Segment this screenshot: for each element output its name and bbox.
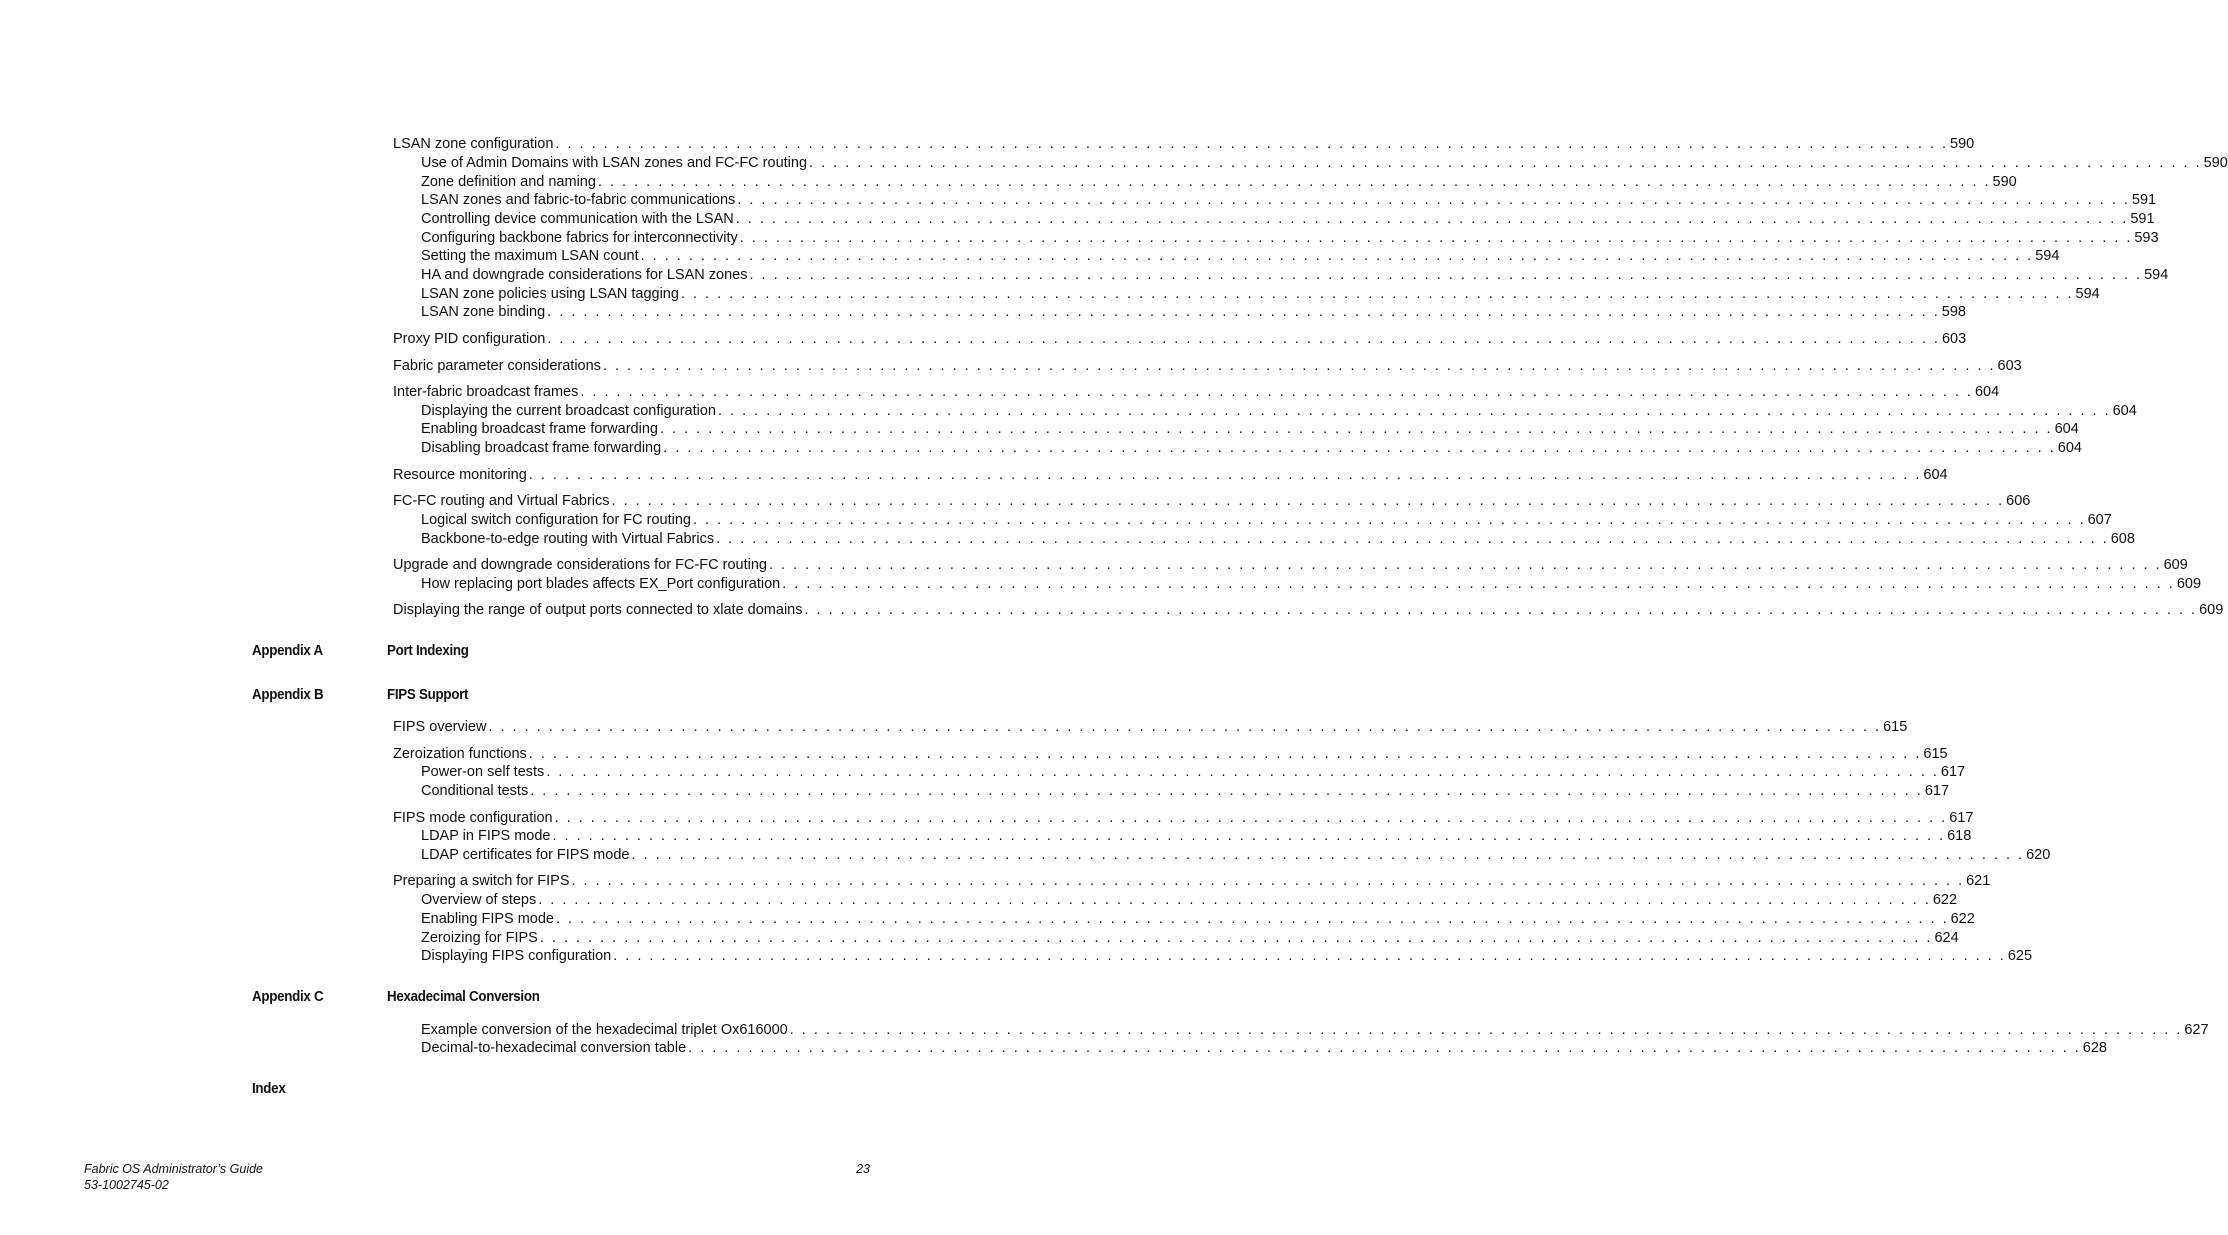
toc-entry[interactable] [393,872,1991,890]
toc-entry-title: FC-FC routing and Virtual Fabrics [393,493,610,509]
toc-entry[interactable] [393,135,1975,153]
toc-entry-title: How replacing port blades affects EX_Port configuration [421,576,781,592]
toc-entry-page: 624 [1934,930,1959,946]
toc-entry-page: 603 [1997,358,2022,374]
toc-entry-page: 591 [2130,211,2155,227]
toc-entry[interactable] [421,891,1958,909]
toc-entry-title: Power-on self tests [421,764,545,780]
toc-entry-title: Use of Admin Domains with LSAN zones and FC-FC routing [421,155,808,171]
dot-leader: . . . . . . . . . . . . . . . . . . . . . . . . . . . . . . . . . . . . . . . . . . . . . . . . . . . . . . . . . . . . . . . . . . . . . . . . . . . . . . . . . . . . . . . . . . . . . . . . . . . . . . . . . . . . . . . . . . . . [782,576,2175,592]
dot-leader: . . . . . . . . . . . . . . . . . . . . . . . . . . . . . . . . . . . . . . . . . . . . . . . . . . . . . . . . . . . . . . . . . . . . . . . . . . . . . . . . . . . . . . . . . . . . . . . . . . . . . . . . . . . . . . . . . . . . [538,892,1931,908]
toc-entry[interactable] [421,763,1966,781]
toc-entry-title: LDAP certificates for FIPS mode [421,847,630,863]
dot-leader: . . . . . . . . . . . . . . . . . . . . . . . . . . . . . . . . . . . . . . . . . . . . . . . . . . . . . . . . . . . . . . . . . . . . . . . . . . . . . . . . . . . . . . . . . . . . . . . . . . . . . . . . . . . . . . . . . . . . [547,331,1940,347]
toc-entry-title: Displaying the range of output ports connected to xlate domains [393,602,803,618]
toc-entry-title: Zeroizing for FIPS [421,930,538,946]
dot-leader: . . . . . . . . . . . . . . . . . . . . . . . . . . . . . . . . . . . . . . . . . . . . . . . . . . . . . . . . . . . . . . . . . . . . . . . . . . . . . . . . . . . . . . . . . . . . . . . . . . . . . . . . . . . . . . . . . . . . [547,304,1940,320]
toc-entry-title: FIPS overview [393,719,487,735]
toc-entry[interactable] [421,266,2169,284]
toc-entry[interactable] [421,402,2137,420]
toc-entry-title: Enabling FIPS mode [421,911,554,927]
toc-entry-title: LDAP in FIPS mode [421,828,551,844]
toc-entry-title: Backbone-to-edge routing with Virtual Fabrics [421,531,715,547]
toc-entry-title: Logical switch configuration for FC routing [421,512,691,528]
toc-entry[interactable] [393,745,1948,763]
toc-entry[interactable] [421,420,2079,438]
toc-entry[interactable] [421,910,1975,928]
toc-entry-page: 607 [2087,512,2112,528]
toc-entry-page: 604 [2054,421,2079,437]
toc-entry-page: 628 [2082,1040,2107,1056]
dot-leader: . . . . . . . . . . . . . . . . . . . . . . . . . . . . . . . . . . . . . . . . . . . . . . . . . . . . . . . . . . . . . . . . . . . . . . . . . . . . . . . . . . . . . . . . . . . . . . . . . . . . . . . . . . . . . . . . . . . . [554,810,1948,826]
dot-leader: . . . . . . . . . . . . . . . . . . . . . . . . . . . . . . . . . . . . . . . . . . . . . . . . . . . . . . . . . . . . . . . . . . . . . . . . . . . . . . . . . . . . . . . . . . . . . . . . . . . . . . . . . . . . . . . . . . . . [809,155,2202,171]
dot-leader: . . . . . . . . . . . . . . . . . . . . . . . . . . . . . . . . . . . . . . . . . . . . . . . . . . . . . . . . . . . . . . . . . . . . . . . . . . . . . . . . . . . . . . . . . . . . . . . . . . . . . . . . . . . . . . . . . . . . [613,948,2006,964]
toc-entry[interactable] [421,285,2100,303]
dot-leader: . . . . . . . . . . . . . . . . . . . . . . . . . . . . . . . . . . . . . . . . . . . . . . . . . . . . . . . . . . . . . . . . . . . . . . . . . . . . . . . . . . . . . . . . . . . . . . . . . . . . . . . . . . . . . . . . . . . . [597,174,1991,190]
toc-entry-title: HA and downgrade considerations for LSAN zones [421,267,748,283]
toc-entry[interactable] [393,357,2022,375]
toc-entry[interactable] [393,556,2188,574]
toc-entry-title: Resource monitoring [393,467,527,483]
toc-entry-title: Proxy PID configuration [393,331,546,347]
dot-leader: . . . . . . . . . . . . . . . . . . . . . . . . . . . . . . . . . . . . . . . . . . . . . . . . . . . . . . . . . . . . . . . . . . . . . . . . . . . . . . . . . . . . . . . . . . . . . . . . . . . . . . . . . . . . . . . . . . . . [611,493,2005,509]
toc-entry-page: 622 [1950,911,1975,927]
footer-doc-number: 53-1002745-02 [84,1178,169,1192]
dot-leader: . . . . . . . . . . . . . . . . . . . . . . . . . . . . . . . . . . . . . . . . . . . . . . . . . . . . . . . . . . . . . . . . . . . . . . . . . . . . . . . . . . . . . . . . . . . . . . . . . . . . . . . . . . . . . . . . . . . . [539,930,1933,946]
toc-entry[interactable] [421,154,2228,172]
toc-entry[interactable] [421,247,2060,265]
toc-entry-title: Displaying the current broadcast configuration [421,403,716,419]
dot-leader: . . . . . . . . . . . . . . . . . . . . . . . . . . . . . . . . . . . . . . . . . . . . . . . . . . . . . . . . . . . . . . . . . . . . . . . . . . . . . . . . . . . . . . . . . . . . . . . . . . . . . . . . . . . . . . . . . . . . [789,1022,2183,1038]
dot-leader: . . . . . . . . . . . . . . . . . . . . . . . . . . . . . . . . . . . . . . . . . . . . . . . . . . . . . . . . . . . . . . . . . . . . . . . . . . . . . . . . . . . . . . . . . . . . . . . . . . . . . . . . . . . . . . . . . . . . [556,911,1949,927]
appendix-title[interactable]: Hexadecimal Conversion [387,989,540,1005]
toc-entry-page: 604 [1974,384,2000,400]
toc-entry[interactable] [421,827,1972,845]
toc-entry-page: 604 [2112,403,2137,419]
toc-entry-page: 598 [1941,304,1966,320]
toc-entry-page: 617 [1924,783,1950,799]
toc-entry-title: Example conversion of the hexadecimal triplet Ox616000 [421,1022,788,1038]
toc-entry[interactable] [421,947,2033,965]
toc-entry-page: 609 [2163,557,2188,573]
dot-leader: . . . . . . . . . . . . . . . . . . . . . . . . . . . . . . . . . . . . . . . . . . . . . . . . . . . . . . . . . . . . . . . . . . . . . . . . . . . . . . . . . . . . . . . . . . . . . . . . . . . . . . . . . . . . . . . . . . . . [528,746,1922,762]
appendix-title[interactable]: FIPS Support [387,687,469,703]
toc-entry-title: Decimal-to-hexadecimal conversion table [421,1040,687,1056]
toc-entry[interactable] [393,466,1948,484]
toc-entry-title: Upgrade and downgrade considerations for FC-FC routing [393,557,767,573]
toc-entry-title: Fabric parameter considerations [393,358,601,374]
toc-entry-page: 590 [1992,174,2017,190]
toc-entry[interactable] [421,846,2051,864]
toc-entry-page: 620 [2026,847,2051,863]
toc-entry[interactable] [421,303,1966,321]
toc-entry-title: Enabling broadcast frame forwarding [421,421,658,437]
toc-entry-title: Controlling device communication with the LSAN [421,211,734,227]
toc-entry-title: Preparing a switch for FIPS [393,873,570,889]
toc-entry-title: LSAN zone policies using LSAN tagging [421,286,679,302]
appendix-label: Index [252,1081,286,1097]
toc-entry[interactable] [421,782,1950,800]
toc-entry[interactable] [393,809,1974,827]
toc-entry-page: 590 [1950,136,1975,152]
dot-leader: . . . . . . . . . . . . . . . . . . . . . . . . . . . . . . . . . . . . . . . . . . . . . . . . . . . . . . . . . . . . . . . . . . . . . . . . . . . . . . . . . . . . . . . . . . . . . . . . . . . . . . . . . . . . . . . . . . . . [488,719,1882,735]
toc-entry[interactable] [421,229,2159,247]
toc-entry-page: 615 [1883,719,1908,735]
toc-entry-title: Conditional tests [421,783,529,799]
dot-leader: . . . . . . . . . . . . . . . . . . . . . . . . . . . . . . . . . . . . . . . . . . . . . . . . . . . . . . . . . . . . . . . . . . . . . . . . . . . . . . . . . . . . . . . . . . . . . . . . . . . . . . . . . . . . . . . . . . . . [659,421,2053,437]
toc-entry-page: 617 [1940,764,1966,780]
toc-entry[interactable] [393,601,2224,619]
dot-leader: . . . . . . . . . . . . . . . . . . . . . . . . . . . . . . . . . . . . . . . . . . . . . . . . . . . . . . . . . . . . . . . . . . . . . . . . . . . . . . . . . . . . . . . . . . . . . . . . . . . . . . . . . . . . . . . . . . . . [528,467,1922,483]
dot-leader: . . . . . . . . . . . . . . . . . . . . . . . . . . . . . . . . . . . . . . . . . . . . . . . . . . . . . . . . . . . . . . . . . . . . . . . . . . . . . . . . . . . . . . . . . . . . . . . . . . . . . . . . . . . . . . . . . . . . [680,286,2074,302]
dot-leader: . . . . . . . . . . . . . . . . . . . . . . . . . . . . . . . . . . . . . . . . . . . . . . . . . . . . . . . . . . . . . . . . . . . . . . . . . . . . . . . . . . . . . . . . . . . . . . . . . . . . . . . . . . . . . . . . . . . . [693,512,2086,528]
toc-entry[interactable] [421,1021,2209,1039]
toc-entry-page: 615 [1923,746,1948,762]
dot-leader: . . . . . . . . . . . . . . . . . . . . . . . . . . . . . . . . . . . . . . . . . . . . . . . . . . . . . . . . . . . . . . . . . . . . . . . . . . . . . . . . . . . . . . . . . . . . . . . . . . . . . . . . . . . . . . . . . . . . [530,783,1923,799]
dot-leader: . . . . . . . . . . . . . . . . . . . . . . . . . . . . . . . . . . . . . . . . . . . . . . . . . . . . . . . . . . . . . . . . . . . . . . . . . . . . . . . . . . . . . . . . . . . . . . . . . . . . . . . . . . . . . . . . . . . . [580,384,1973,400]
dot-leader: . . . . . . . . . . . . . . . . . . . . . . . . . . . . . . . . . . . . . . . . . . . . . . . . . . . . . . . . . . . . . . . . . . . . . . . . . . . . . . . . . . . . . . . . . . . . . . . . . . . . . . . . . . . . . . . . . . . . [546,764,1939,780]
toc-entry-page: 606 [2006,493,2031,509]
dot-leader: . . . . . . . . . . . . . . . . . . . . . . . . . . . . . . . . . . . . . . . . . . . . . . . . . . . . . . . . . . . . . . . . . . . . . . . . . . . . . . . . . . . . . . . . . . . . . . . . . . . . . . . . . . . . . . . . . . . . [663,440,2056,456]
toc-entry[interactable] [393,718,1908,736]
footer-page-number: 23 [856,1162,870,1176]
dot-leader: . . . . . . . . . . . . . . . . . . . . . . . . . . . . . . . . . . . . . . . . . . . . . . . . . . . . . . . . . . . . . . . . . . . . . . . . . . . . . . . . . . . . . . . . . . . . . . . . . . . . . . . . . . . . . . . . . . . . [552,828,1946,844]
toc-entry[interactable] [393,330,1967,348]
toc-entry-page: 593 [2134,230,2159,246]
toc-entry-title: Displaying FIPS configuration [421,948,612,964]
toc-entry-page: 627 [2184,1022,2209,1038]
toc-entry-title: Disabling broadcast frame forwarding [421,440,662,456]
toc-entry[interactable] [421,575,2202,593]
toc-entry-title: Overview of steps [421,892,537,908]
toc-entry[interactable] [393,492,2031,510]
toc-entry-page: 590 [2203,155,2228,171]
toc-entry[interactable] [421,191,2157,209]
toc-entry-page: 594 [2144,267,2169,283]
toc-entry[interactable] [421,173,2017,191]
toc-entry-title: LSAN zone configuration [393,136,554,152]
appendix-label: Appendix B [252,687,324,703]
toc-entry-page: 604 [1923,467,1948,483]
dot-leader: . . . . . . . . . . . . . . . . . . . . . . . . . . . . . . . . . . . . . . . . . . . . . . . . . . . . . . . . . . . . . . . . . . . . . . . . . . . . . . . . . . . . . . . . . . . . . . . . . . . . . . . . . . . . . . . . . . . . [631,847,2025,863]
dot-leader: . . . . . . . . . . . . . . . . . . . . . . . . . . . . . . . . . . . . . . . . . . . . . . . . . . . . . . . . . . . . . . . . . . . . . . . . . . . . . . . . . . . . . . . . . . . . . . . . . . . . . . . . . . . . . . . . . . . . [737,192,2130,208]
toc-entry[interactable] [421,929,1959,947]
appendix-title[interactable]: Port Indexing [387,643,469,659]
dot-leader: . . . . . . . . . . . . . . . . . . . . . . . . . . . . . . . . . . . . . . . . . . . . . . . . . . . . . . . . . . . . . . . . . . . . . . . . . . . . . . . . . . . . . . . . . . . . . . . . . . . . . . . . . . . . . . . . . . . . [718,403,2111,419]
footer-book-title: Fabric OS Administrator’s Guide [84,1162,263,1176]
dot-leader: . . . . . . . . . . . . . . . . . . . . . . . . . . . . . . . . . . . . . . . . . . . . . . . . . . . . . . . . . . . . . . . . . . . . . . . . . . . . . . . . . . . . . . . . . . . . . . . . . . . . . . . . . . . . . . . . . . . . [688,1040,2081,1056]
toc-entry[interactable] [421,511,2112,529]
toc-entry[interactable] [421,210,2155,228]
toc-entry-page: 604 [2057,440,2082,456]
toc-entry-page: 617 [1949,810,1974,826]
dot-leader: . . . . . . . . . . . . . . . . . . . . . . . . . . . . . . . . . . . . . . . . . . . . . . . . . . . . . . . . . . . . . . . . . . . . . . . . . . . . . . . . . . . . . . . . . . . . . . . . . . . . . . . . . . . . . . . . . . . . [716,531,2109,547]
toc-entry-title: Setting the maximum LSAN count [421,248,639,264]
toc-entry-title: Configuring backbone fabrics for interconnectivity [421,230,738,246]
toc-entry-title: Inter-fabric broadcast frames [393,384,579,400]
toc-entry[interactable] [421,439,2082,457]
toc-entry-page: 591 [2131,192,2157,208]
dot-leader: . . . . . . . . . . . . . . . . . . . . . . . . . . . . . . . . . . . . . . . . . . . . . . . . . . . . . . . . . . . . . . . . . . . . . . . . . . . . . . . . . . . . . . . . . . . . . . . . . . . . . . . . . . . . . . . . . . . . [735,211,2129,227]
toc-entry-page: 621 [1966,873,1991,889]
toc-entry-page: 594 [2075,286,2100,302]
toc-entry-title: LSAN zone binding [421,304,546,320]
toc-entry-page: 608 [2110,531,2135,547]
toc-entry[interactable] [421,530,2135,548]
toc-entry-page: 609 [2199,602,2224,618]
dot-leader: . . . . . . . . . . . . . . . . . . . . . . . . . . . . . . . . . . . . . . . . . . . . . . . . . . . . . . . . . . . . . . . . . . . . . . . . . . . . . . . . . . . . . . . . . . . . . . . . . . . . . . . . . . . . . . . . . . . . [804,602,2198,618]
dot-leader: . . . . . . . . . . . . . . . . . . . . . . . . . . . . . . . . . . . . . . . . . . . . . . . . . . . . . . . . . . . . . . . . . . . . . . . . . . . . . . . . . . . . . . . . . . . . . . . . . . . . . . . . . . . . . . . . . . . . [768,557,2162,573]
dot-leader: . . . . . . . . . . . . . . . . . . . . . . . . . . . . . . . . . . . . . . . . . . . . . . . . . . . . . . . . . . . . . . . . . . . . . . . . . . . . . . . . . . . . . . . . . . . . . . . . . . . . . . . . . . . . . . . . . . . . [749,267,2143,283]
toc-entry-page: 622 [1932,892,1958,908]
toc-entry-page: 594 [2035,248,2060,264]
toc-entry[interactable] [421,1039,2107,1057]
toc-entry-title: FIPS mode configuration [393,810,553,826]
toc-entry-title: Zeroization functions [393,746,527,762]
toc-entry-page: 625 [2007,948,2033,964]
toc-entry-page: 618 [1947,828,1972,844]
toc-entry-title: Zone definition and naming [421,174,596,190]
dot-leader: . . . . . . . . . . . . . . . . . . . . . . . . . . . . . . . . . . . . . . . . . . . . . . . . . . . . . . . . . . . . . . . . . . . . . . . . . . . . . . . . . . . . . . . . . . . . . . . . . . . . . . . . . . . . . . . . . . . . [739,230,2133,246]
dot-leader: . . . . . . . . . . . . . . . . . . . . . . . . . . . . . . . . . . . . . . . . . . . . . . . . . . . . . . . . . . . . . . . . . . . . . . . . . . . . . . . . . . . . . . . . . . . . . . . . . . . . . . . . . . . . . . . . . . . . [602,358,1996,374]
toc-entry[interactable] [393,383,2000,401]
toc-entry-page: 609 [2176,576,2202,592]
dot-leader: . . . . . . . . . . . . . . . . . . . . . . . . . . . . . . . . . . . . . . . . . . . . . . . . . . . . . . . . . . . . . . . . . . . . . . . . . . . . . . . . . . . . . . . . . . . . . . . . . . . . . . . . . . . . . . . . . . . . [555,136,1949,152]
dot-leader: . . . . . . . . . . . . . . . . . . . . . . . . . . . . . . . . . . . . . . . . . . . . . . . . . . . . . . . . . . . . . . . . . . . . . . . . . . . . . . . . . . . . . . . . . . . . . . . . . . . . . . . . . . . . . . . . . . . . [640,248,2034,264]
toc-entry-title: LSAN zones and fabric-to-fabric communications [421,192,736,208]
toc-entry-page: 603 [1941,331,1967,347]
appendix-label: Appendix A [252,643,323,659]
dot-leader: . . . . . . . . . . . . . . . . . . . . . . . . . . . . . . . . . . . . . . . . . . . . . . . . . . . . . . . . . . . . . . . . . . . . . . . . . . . . . . . . . . . . . . . . . . . . . . . . . . . . . . . . . . . . . . . . . . . . [571,873,1965,889]
appendix-label: Appendix C [252,989,324,1005]
